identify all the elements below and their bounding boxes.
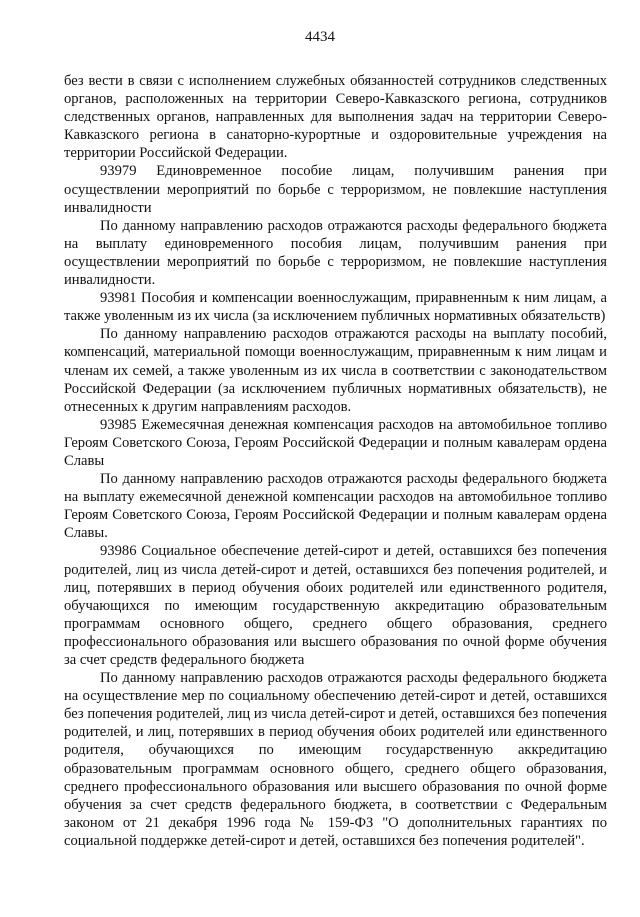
section-body-93986: По данному направлению расходов отражаются расходы федерального бюджета на осуществление мер по социальному обеспечению детей-сирот и детей, оставшихся без попечения родителей, лиц из числа детей-сирот и детей, оставшихся без попечения родителей, и лиц, потерявших в период обучения обоих родителей или единственного родителя, обучающихся по имеющим государственную аккредитацию образовательным программам основного общего, среднего общего образования, среднего профессионального образования или высшего образования по очной форме обучения за счет средств федерального бюджета, в соответствии с Федеральным законом от 21 декабря 1996 года № 159-ФЗ "О дополнительных гарантиях по социальной поддержке детей-сирот и детей, оставшихся без попечения родителей". [64,670,607,849]
section-heading-93981: 93981 Пособия и компенсации военнослужащим, приравненным к ним лицам, а также уволенным из их числа (за исключением публичных нормативных обязательств) [64,290,607,325]
section-body-93981: По данному направлению расходов отражаются расходы на выплату пособий, компенсаций, материальной помощи военнослужащим, приравненным к ним лицам и членам их семей, а также уволенным из их числа в соответствии с законодательством Российской Федерации (за исключением публичных нормативных обязательств), не отнесенных к другим направлениям расходов. [64,326,607,415]
document-body [64,72,607,850]
section-body-93985: По данному направлению расходов отражаются расходы федерального бюджета на выплату ежемесячной денежной компенсации расходов на автомобильное топливо Героям Советского Союза, Героям Российской Федерации и полным кавалерам ордена Славы. [64,471,607,542]
section-body-93979: По данному направлению расходов отражаются расходы федерального бюджета на выплату единовременного пособия лицам, получившим ранения при осуществлении мероприятий по борьбе с терроризмом, не повлекшие наступления инвалидности. [64,217,607,289]
section-heading-93979: 93979 Единовременное пособие лицам, получившим ранения при осуществлении мероприятий по борьбе с терроризмом, не повлекшие наступления инвалидности [64,163,607,216]
page-number: 4434 [305,29,335,45]
paragraph-continuation: без вести в связи с исполнением служебных обязанностей сотрудников следственных органов, расположенных на территории Северо-Кавказского региона, сотрудников следственных органов, направленных для выполнения задач на территории Северо-Кавказского региона в санаторно-курортные и оздоровительные учреждения на территории Российской Федерации. [64,73,607,162]
section-heading-93985: 93985 Ежемесячная денежная компенсация расходов на автомобильное топливо Героям Советского Союза, Героям Российской Федерации и полным кавалерам ордена Славы [64,416,607,469]
section-heading-93986: 93986 Социальное обеспечение детей-сирот и детей, оставшихся без попечения родителей, лиц из числа детей-сирот и детей, оставшихся без попечения родителей, и лиц, потерявших в период обучения обоих родителей или единственного родителя, обучающихся по имеющим государственную аккредитацию образовательным программам основного общего, среднего общего образования, среднего профессионального образования или высшего образования по очной форме обучения за счет средств федерального бюджета [64,543,607,668]
